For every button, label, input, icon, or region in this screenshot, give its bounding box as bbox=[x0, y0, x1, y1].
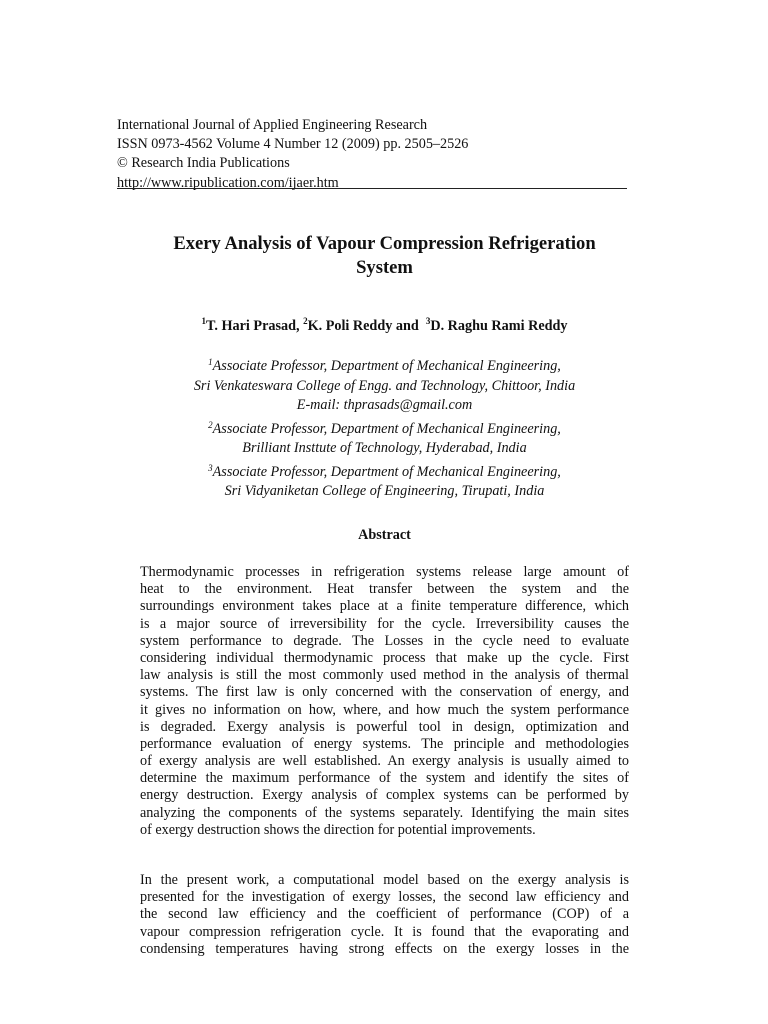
text-line: energy destruction. Exergy analysis of complex systems can be performed by bbox=[140, 787, 629, 804]
text-line: condensing temperatures having strong effects on the exergy losses in the bbox=[140, 940, 629, 957]
journal-url[interactable]: http://www.ripublication.com/ijaer.htm bbox=[117, 174, 339, 191]
journal-name: International Journal of Applied Engineering Research bbox=[117, 117, 428, 133]
affiliation-2-line-2: Brilliant Insttute of Technology, Hyderabad, India bbox=[242, 440, 527, 456]
affiliation-3-line-1 bbox=[117, 459, 652, 483]
text-line: is degraded. Exergy analysis is powerful tool in design, optimization and bbox=[140, 718, 629, 735]
text-line: surroundings environment takes place at a finite temperature difference, which bbox=[140, 598, 629, 615]
affiliation-1-title: Associate Professor, Department of Mechanical Engineering, bbox=[212, 358, 561, 374]
journal-issn: ISSN 0973-4562 Volume 4 Number 12 (2009) pp. 2505–2526 bbox=[117, 136, 469, 153]
author-2-sup: 2 bbox=[303, 316, 308, 326]
affiliations bbox=[117, 353, 652, 502]
text-line: determine the maximum performance of the system and identify the sites of bbox=[140, 770, 629, 787]
author-list bbox=[117, 316, 652, 335]
paper-title-line-2: System bbox=[356, 257, 413, 278]
text-line: of exergy analysis are well established. An exergy analysis is usually aimed to bbox=[140, 753, 629, 770]
affiliation-1-line-2: Sri Venkateswara College of Engg. and Technology, Chittoor, India bbox=[193, 377, 576, 394]
text-line: analyzing the components of the systems separately. Identifying the main sites bbox=[140, 804, 629, 821]
text-line: presented for the investigation of exergy losses, the second law efficiency and bbox=[140, 889, 629, 906]
affiliation-2-sup: 2 bbox=[208, 419, 213, 430]
text-line: the second law efficiency and the coefficient of performance (COP) of a bbox=[140, 906, 629, 923]
affiliation-3-sup: 3 bbox=[208, 462, 213, 473]
author-2-name: K. Poli Reddy and bbox=[307, 318, 423, 334]
text-line: performance evaluation of energy systems. The principle and methodologies bbox=[140, 735, 629, 752]
abstract-heading: Abstract bbox=[358, 527, 411, 543]
journal-publisher: © Research India Publications bbox=[117, 155, 290, 172]
header-divider bbox=[117, 188, 627, 189]
journal-header bbox=[117, 116, 627, 193]
abstract-paragraph-2 bbox=[140, 872, 629, 958]
text-line: of exergy destruction shows the direction for potential improvements. bbox=[140, 821, 536, 838]
author-email[interactable]: E-mail: thprasads@gmail.com bbox=[296, 397, 473, 413]
author-3-name: D. Raghu Rami Reddy bbox=[430, 318, 568, 334]
text-line: heat to the environment. Heat transfer between the system and the bbox=[140, 581, 629, 598]
affiliation-2-line-1 bbox=[117, 416, 652, 440]
text-line: systems. The first law is only concerned with the conservation of energy, and bbox=[140, 684, 629, 701]
author-1-name: T. Hari Prasad, bbox=[205, 318, 304, 334]
author-3-sup: 3 bbox=[425, 316, 431, 326]
text-line: In the present work, a computational model based on the exergy analysis is bbox=[140, 872, 629, 888]
text-line: vapour compression refrigeration cycle. It is found that the evaporating and bbox=[140, 923, 629, 940]
affiliation-1-line-1 bbox=[117, 353, 652, 377]
text-line: system performance to degrade. The Losses in the cycle need to evaluate bbox=[140, 632, 629, 649]
paper-title bbox=[117, 232, 652, 280]
text-line: considering individual thermodynamic process that make up the cycle. First bbox=[140, 649, 629, 666]
affiliation-3-line-2: Sri Vidyaniketan College of Engineering, Tirupati, India bbox=[224, 483, 545, 499]
text-line: Thermodynamic processes in refrigeration systems release large amount of bbox=[140, 564, 629, 580]
author-1-sup: 1 bbox=[201, 316, 206, 326]
affiliation-1-sup: 1 bbox=[208, 357, 213, 367]
abstract-paragraph-1 bbox=[140, 564, 629, 839]
affiliation-3-title: Associate Professor, Department of Mechanical Engineering, bbox=[212, 463, 561, 480]
text-line: law analysis is still the most commonly used method in the analysis of thermal bbox=[140, 667, 629, 684]
affiliation-2-title: Associate Professor, Department of Mechanical Engineering, bbox=[212, 420, 561, 437]
text-line: is a major source of irreversibility for the cycle. Irreversibility causes the bbox=[140, 615, 629, 632]
paper-title-line-1: Exery Analysis of Vapour Compression Refrigeration bbox=[173, 233, 596, 254]
text-line: it gives no information on how, where, and how much the system performance bbox=[140, 701, 629, 718]
